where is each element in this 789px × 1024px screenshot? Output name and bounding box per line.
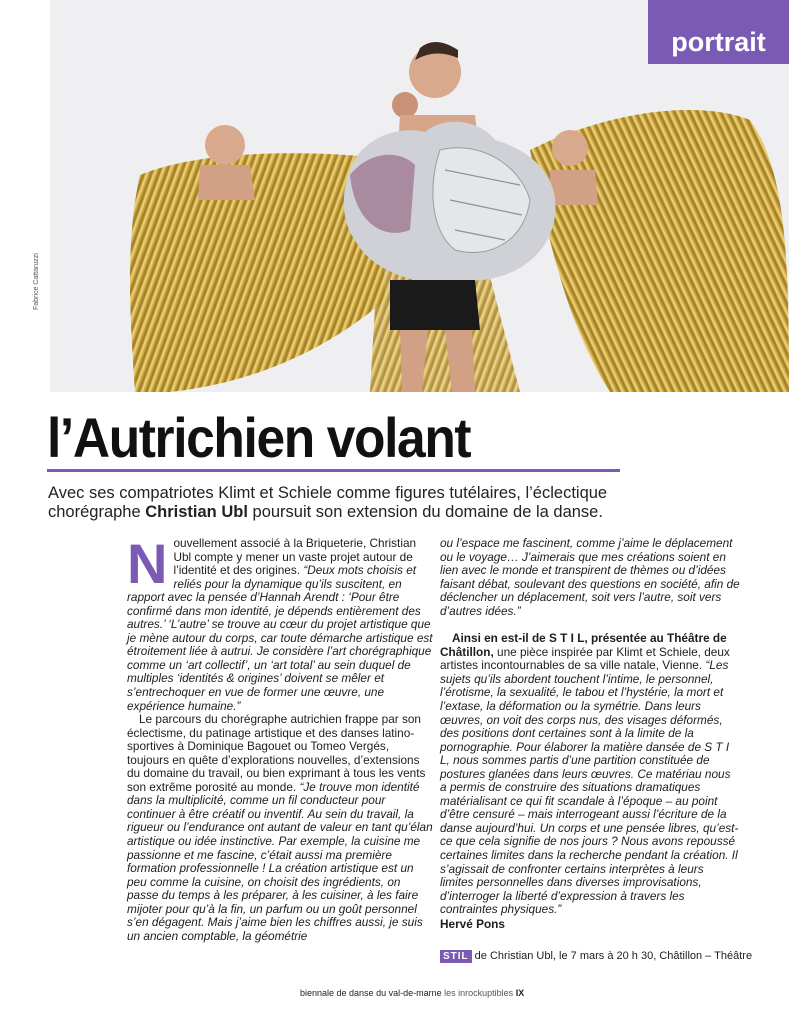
right-dancer-head <box>552 130 588 166</box>
section-tag: portrait <box>648 0 789 64</box>
paragraph-3-intro: une pièce inspirée par Klimt et Schiele, deux artistes incontournables de sa ville natale, Vienne. <box>440 644 730 673</box>
photo-credit: Fabrice Cattaruzzi <box>33 253 40 310</box>
paragraph-3 <box>440 632 740 916</box>
lead-choreographer-name: Christian Ubl <box>145 503 248 521</box>
paragraph-2-intro: Le parcours du chorégraphe autrichien frappe par son éclectisme, du patinage artistique et des danses latino-sportives à Dominique Bagouet ou Tomeo Vergés, toujours en quête d’explorations nouvelles, d’extensions du domaine du travail, ou bien exprimant à tous les vents son extrême porosité au monde. <box>127 712 426 794</box>
article-title: l’Autrichien volant <box>47 406 471 469</box>
lead-text-before: Avec ses compatriotes Klimt et Schiele comme figures tutélaires, l’éclectique chorégraphe <box>48 484 608 521</box>
page-footer <box>300 988 524 998</box>
left-dancer-head <box>205 125 245 165</box>
article-column-left <box>127 532 433 943</box>
paragraph-2 <box>127 713 433 943</box>
event-details: de Christian Ubl, le 7 mars à 20 h 30, Châtillon – Théâtre <box>474 950 753 962</box>
paragraph-2-quote: “Je trouve mon identité dans la multiplicité, comme un fil conducteur pour continuer à être créatif ou inventif. Au sein du travail, la rigueur ou l’endurance ont autant de valeur en tant qu’élan artistique ou idée instinctive. Par exemple, la cuisine me passionne et me fascine, c’était aussi ma première formation professionnelle ! La création artistique est un peu comme la cuisine, on choisit des ingrédients, on passe du temps à les préparer, à les cuisiner, à les faire mijoter pour qu’à la fin, un parfum ou un goût personnel s’en dégagent. Mais j’aime bien les chiffres aussi, je suis un ancien comptable, la géométrie <box>127 779 433 943</box>
center-dancer-shorts <box>390 280 480 330</box>
author-signature: Hervé Pons <box>440 916 505 931</box>
page-number: IX <box>515 988 525 998</box>
drop-cap: N <box>127 532 168 595</box>
title-underline <box>47 469 620 472</box>
lead-text-after: poursuit son extension du domaine de la danse. <box>247 503 603 521</box>
paragraph-3-quote: “Les sujets qu’ils abordent touchent l’intime, le personnel, l’érotisme, la sexualité, le tabou et l’hystérie, la mort et l’extase, la déformation ou la symétrie. Dans leurs œuvres, on voit des corps nus, des visages déformés, des positions dont certaines sont à la limite de la pornographie. Pour élaborer la matière dansée de S T I L, nous sommes partis d’une partition constituée de postures glanées dans leurs œuvres. Ce matériau nous a permis de construire des situations dramatiques matérialisant ce qui fit scandale à l’époque – au point d’être censuré – mais interrogeant aussi l’écriture de la danse aujourd’hui. Un corps et une pensée libres, qu’est-ce que cela signifie de nos jours ? Nous avons repoussé certaines limites dans la recherche pendant la création. Il s’agissait de confronter certains interprètes à leurs limites personnelles dans diverses improvisations, d’interroger la liberté d’expression à travers les contraintes physiques.” <box>440 658 739 917</box>
paragraph-1-quote: “Deux mots choisis et reliés pour la dynamique qu’ils suscitent, en rapport avec la pensée d’Hannah Arendt : ‘Pour être confirmé dans mon identité, je dépends entièrement des autres.’ ‘L’autre’ se trouve au cœur du projet artistique que je mène autour du corps, car toute démarche artistique est étroitement liée à autrui. Je considère l’art chorégraphique comme un ‘art collectif’, un ‘art total’ au sein duquel de multiples ‘identités & origines’ doivent se mêler et s’entrechoquer en vue de former une œuvre, une expérience humaine.” <box>127 563 433 713</box>
paragraph-2-quote-continued: ou l’espace me fascinent, comme j’aime le déplacement ou le voyage… J’aimerais que mes créations soient en lien avec le monde et transpirent de thèmes ou d’idées faisant débat, soulevant des questions en société, afin de déclencher un déplacement, soit vers l’autre, soit vers d’autres idées.” <box>440 536 740 618</box>
article-column-right <box>440 537 740 931</box>
footer-event: biennale de danse du val-de-marne <box>300 988 442 998</box>
paragraph-1 <box>127 532 433 713</box>
footer-publication: les inrockuptibles <box>444 988 514 998</box>
show-tag: STIL <box>440 950 472 963</box>
paragraph-3-subhead: Ainsi en est-il de S T I L, présentée au Théâtre de Châtillon, <box>440 631 727 659</box>
paragraph-1-intro: ouvellement associé à la Briqueterie, Christian Ubl compte y mener un vaste projet autour de l’identité et des origines. <box>173 536 417 578</box>
event-info <box>440 950 752 963</box>
lead-paragraph <box>48 484 668 522</box>
